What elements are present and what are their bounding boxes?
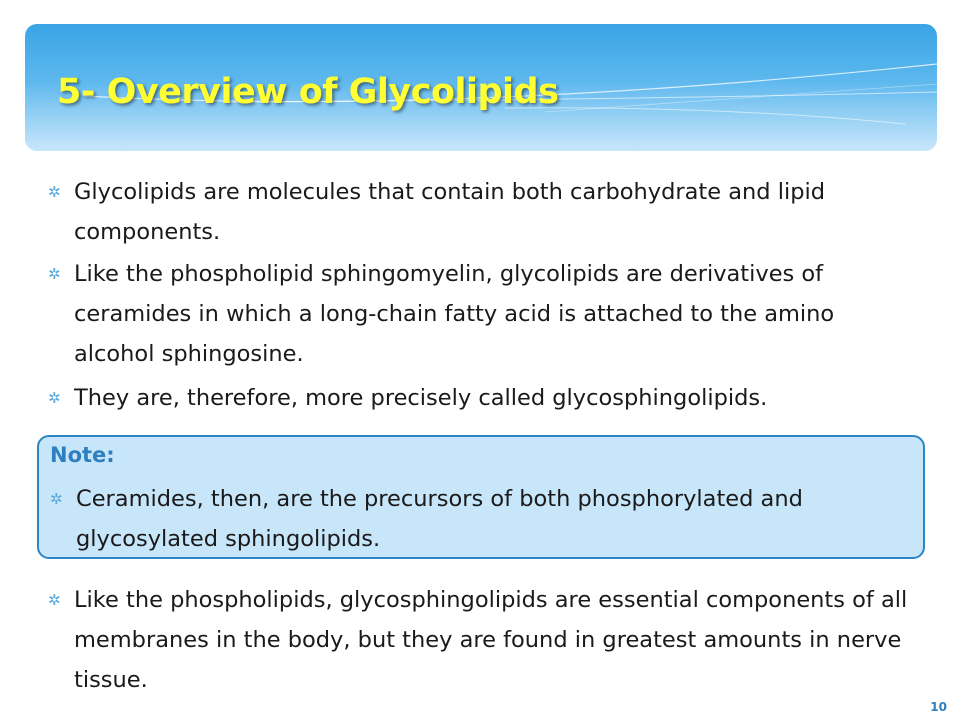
note-bullet-text: Ceramides, then, are the precursors of both phosphorylated and glycosylated sphingolipids. — [76, 486, 803, 552]
note-bullet-item — [50, 479, 910, 559]
title-banner — [25, 24, 937, 151]
bullet-text: Like the phospholipid sphingomyelin, glycolipids are derivatives of ceramides in which a long-chain fatty acid is attached to the amino alcohol sphingosine. — [74, 261, 835, 367]
bullet-star-icon: ✲ — [50, 490, 63, 508]
bullet-star-icon: ✲ — [48, 389, 61, 407]
slide-title: 5- Overview of Glycolipids — [57, 72, 559, 112]
bullet-item — [48, 580, 918, 700]
bullet-text: They are, therefore, more precisely called glycosphingolipids. — [74, 385, 768, 411]
bullet-text: Glycolipids are molecules that contain both carbohydrate and lipid components. — [74, 179, 826, 245]
bullet-star-icon: ✲ — [48, 591, 61, 609]
page-number: 10 — [930, 700, 947, 714]
bullet-item — [48, 254, 918, 374]
bullet-item — [48, 172, 918, 252]
bullet-star-icon: ✲ — [48, 183, 61, 201]
bullet-item — [48, 378, 918, 418]
bullet-text: Like the phospholipids, glycosphingolipids are essential components of all membranes in the body, but they are found in greatest amounts in nerve tissue. — [74, 587, 908, 693]
note-box — [37, 435, 925, 559]
bullet-star-icon: ✲ — [48, 265, 61, 283]
note-label: Note: — [50, 443, 115, 467]
